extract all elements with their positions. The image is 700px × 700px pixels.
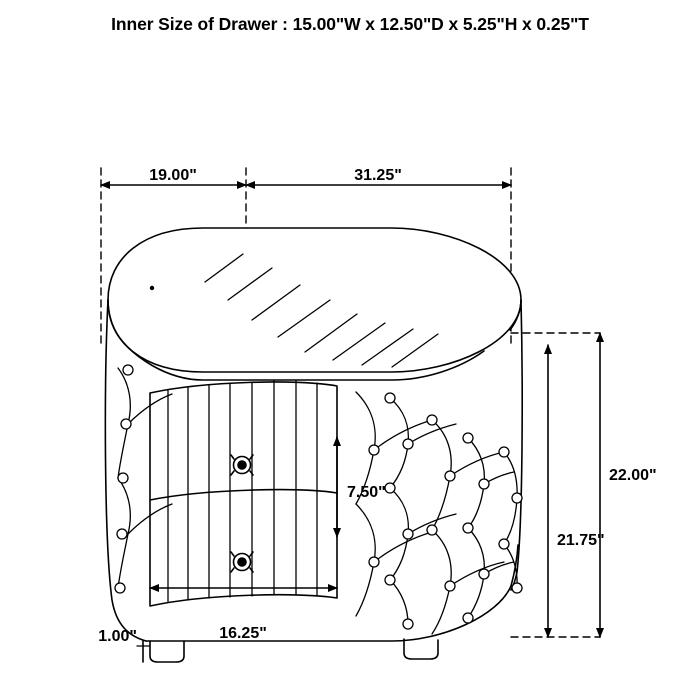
dimension-label-body-height: 21.75": [557, 532, 605, 549]
dimension-label-top-left: 19.00": [149, 167, 197, 184]
page-title: Inner Size of Drawer : 15.00"W x 12.50"D x 5.25"H x 0.25"T: [111, 14, 589, 34]
cabinet-feet: [150, 639, 438, 662]
dimension-leg-height: [137, 641, 149, 662]
dimension-label-top-right: 31.25": [354, 167, 402, 184]
dimension-label-leg-height: 1.00": [98, 628, 137, 645]
dimension-label-total-height: 22.00": [609, 467, 657, 484]
oval-top-surface: [108, 228, 521, 380]
top-grain-dot: [150, 286, 153, 289]
dimension-label-drawer-height: 7.50": [347, 484, 386, 501]
dimension-label-drawer-width: 16.25": [219, 625, 267, 642]
drawer-front-panel: [150, 382, 337, 606]
